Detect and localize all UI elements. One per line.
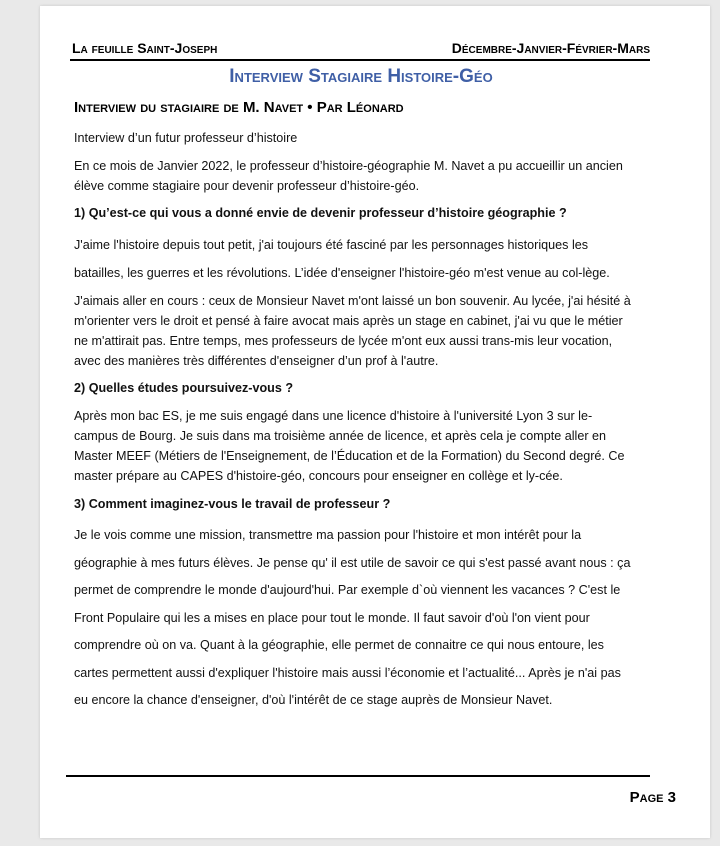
intro-line: Interview d’un futur professeur d’histoire: [74, 131, 298, 145]
question-1: 1) Qu’est-ce qui vous a donné envie de devenir professeur d’histoire géographie ?: [74, 206, 567, 220]
answer-2: Après mon bac ES, je me suis engagé dans une licence d'histoire à l'université Lyon 3 sur le-campus de Bourg. Je suis dans ma troisième année de licence, et après cela je compte aller en Master MEEF (Métiers de l'Enseignement, de l’Éducation et de la Formation) du Second degré. Ce master prépare au CAPES d'histoire-géo, concours pour enseigner en collège et ly-cée.: [74, 409, 625, 483]
document-page: [40, 6, 710, 838]
answer-3: Je le vois comme une mission, transmettre ma passion pour l'histoire et mon intérêt pour la géographie à mes futurs élèves. Je pense qu' il est utile de savoir ce qui s'est passé avant nous : ça permet de comprendre le monde d'aujourd'hui. Par exemple d`où viennent les vacances ? C'est le Front Populaire qui les a mises en place pour tout le monde. Il faut savoir d'où l'on vient pour comprendre où on va. Quant à la géographie, elle permet de connaitre ce qui nous entoure, les cartes permettent aussi d'expliquer l'histoire mais aussi l’économie et l’actualité... Après je n'ai pas eu encore la chance d'enseigner, d'où l'intérêt de ce stage auprès de Monsieur Navet.: [74, 528, 631, 707]
question-2: 2) Quelles études poursuivez-vous ?: [74, 381, 294, 395]
article-title: Interview Stagiaire Histoire-Géo: [229, 66, 493, 87]
issue-months: Décembre-Janvier-Février-Mars: [451, 40, 650, 56]
article-body: [74, 128, 634, 715]
answer-1-paragraph-1: J'aime l'histoire depuis tout petit, j'ai toujours été fasciné par les personnages historiques les batailles, les guerres et les révolutions. L’idée d'enseigner l'histoire-géo m'est venue au col-lège.: [74, 238, 610, 280]
intro-paragraph: En ce mois de Janvier 2022, le professeur d’histoire-géographie M. Navet a pu accueillir un ancien élève comme stagiaire pour devenir professeur d’histoire-géo.: [74, 159, 623, 193]
header-rule: [70, 59, 650, 61]
article-subtitle: Interview du stagiaire de M. Navet • Par Léonard: [74, 99, 404, 116]
question-3: 3) Comment imaginez-vous le travail de professeur ?: [74, 497, 391, 511]
newsletter-name: La feuille Saint-Joseph: [72, 40, 218, 56]
page-number: Page 3: [629, 789, 676, 806]
answer-1-paragraph-2: J'aimais aller en cours : ceux de Monsieur Navet m'ont laissé un bon souvenir. Au lycée, j'ai hésité à m'orienter vers le droit et pensé à faire avocat mais après un stage en cabinet, j'ai vu que le métier ne m'attirait pas. Entre temps, mes professeurs de lycée m'ont eux aussi trans-mis leur vocation, avec des manières très différentes d'enseigner d’un prof à l'autre.: [74, 294, 631, 368]
footer-rule: [66, 775, 650, 777]
